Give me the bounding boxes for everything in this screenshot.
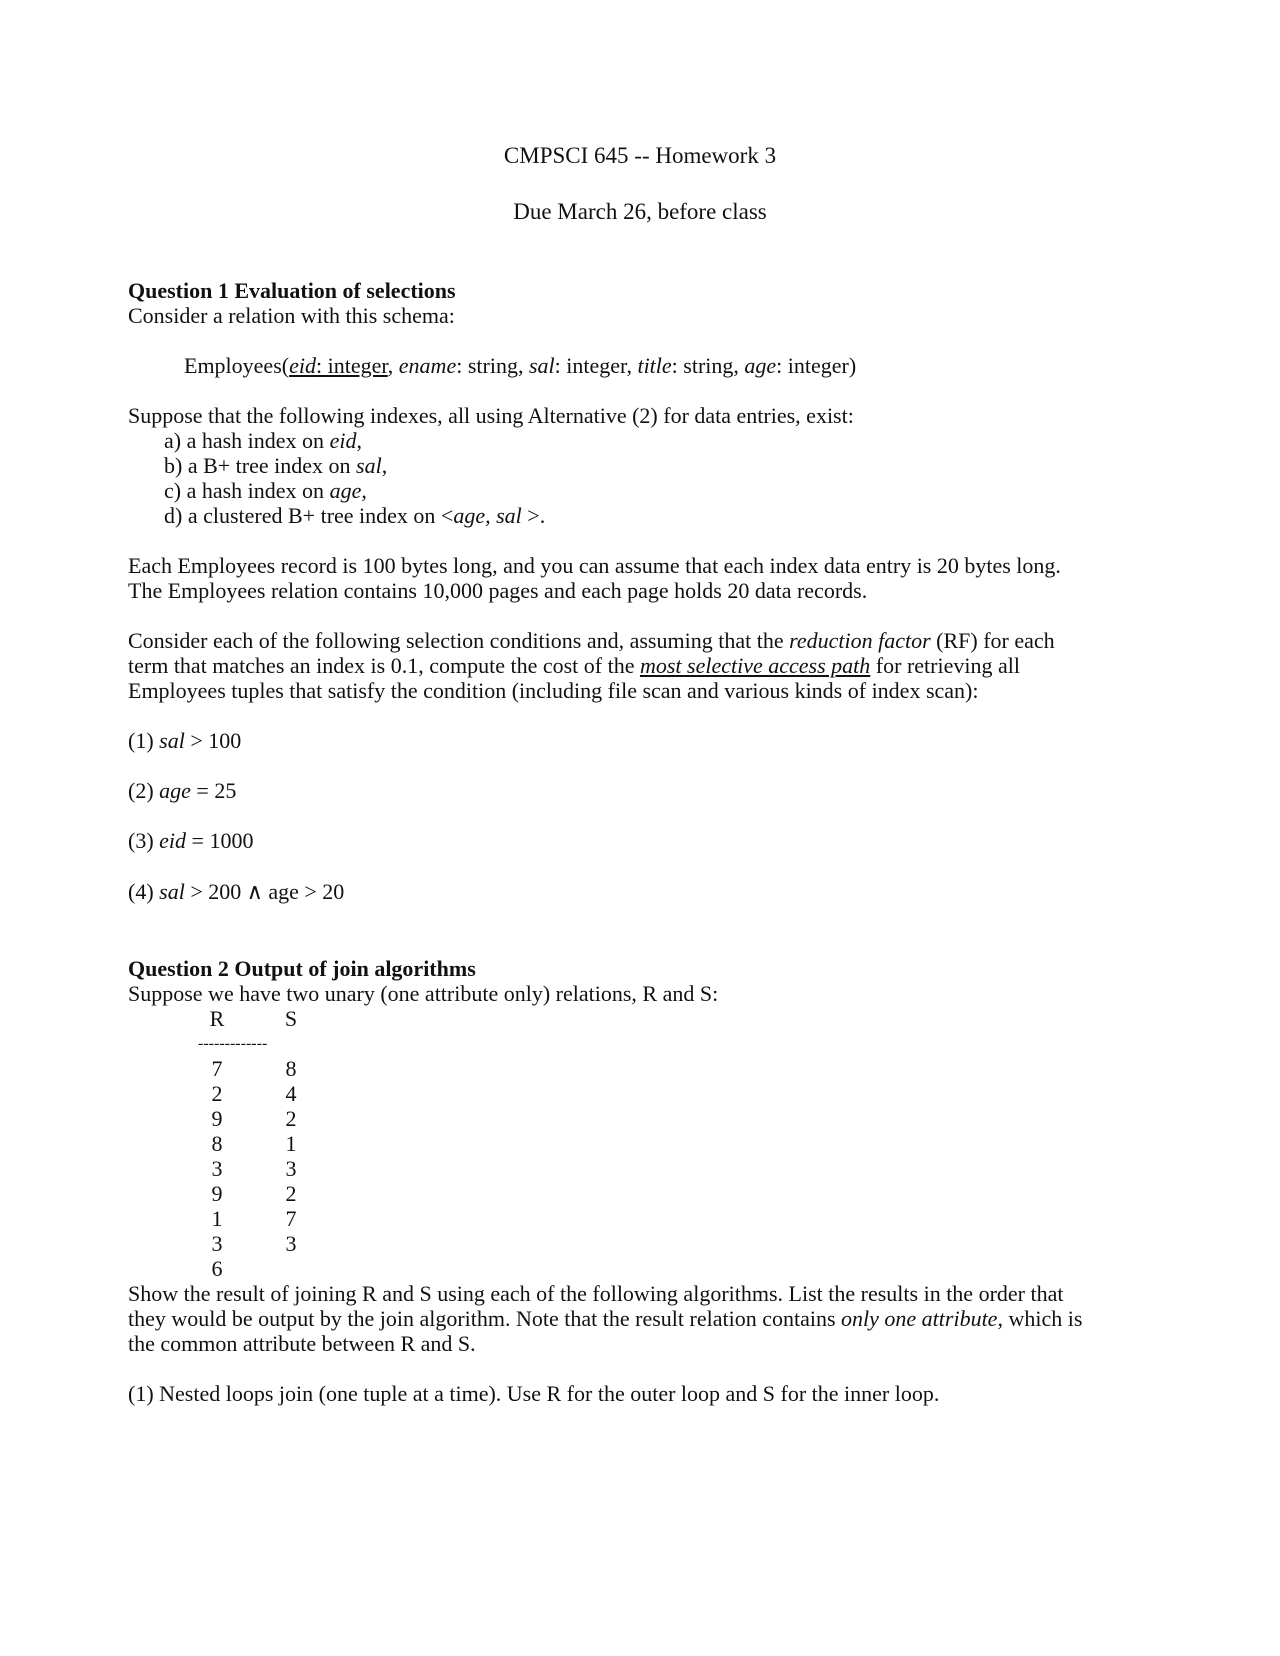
index-label: c) — [164, 478, 182, 503]
index-attr: age, sal — [453, 503, 522, 528]
join-para-line3: the common attribute between R and S. — [128, 1331, 476, 1356]
conditions-para-line1 — [128, 628, 1055, 655]
r-value: 9 — [211, 1181, 223, 1206]
index-attr: eid — [329, 428, 357, 453]
condition-rest: = 1000 — [186, 828, 254, 853]
join-item-1: (1) Nested loops join (one tuple at a time). Use R for the outer loop and S for the inner loop. — [128, 1381, 940, 1406]
schema-title-type: : string, — [671, 353, 745, 378]
text-run: Consider each of the following selection conditions and, assuming that the — [128, 628, 790, 653]
schema-title: title — [637, 353, 672, 378]
condition-num: (1) — [128, 728, 160, 753]
q1-heading: Question 1 Evaluation of selections — [128, 278, 456, 303]
r-value: 2 — [211, 1081, 223, 1106]
index-pre: a hash index on — [186, 428, 330, 453]
index-post: , — [381, 453, 388, 478]
record-size-line1: Each Employees record is 100 bytes long, and you can assume that each index data entry is 20 bytes long. — [128, 553, 1061, 578]
text-run: , which is — [997, 1306, 1083, 1331]
text-run: they would be output by the join algorithm. Note that the result relation contains — [128, 1306, 842, 1331]
condition-rest: > 100 — [184, 728, 242, 753]
condition-num: (4) — [128, 879, 160, 904]
schema-eid: eid — [289, 353, 316, 378]
access-path-term: most selective access path — [639, 653, 871, 678]
indexes-intro: Suppose that the following indexes, all using Alternative (2) for data entries, exist: — [128, 403, 854, 428]
q1-intro: Consider a relation with this schema: — [128, 303, 455, 328]
condition-item — [128, 728, 241, 755]
index-label: d) — [164, 503, 183, 528]
q2-heading: Question 2 Output of join algorithms — [128, 956, 476, 981]
one-attribute-term: only one attribute — [841, 1306, 998, 1331]
r-value: 1 — [211, 1206, 223, 1231]
r-value: 6 — [211, 1256, 223, 1281]
schema-age: age — [744, 353, 777, 378]
schema-sal-type: : integer, — [554, 353, 638, 378]
condition-attr: eid — [159, 828, 187, 853]
condition-attr: age — [159, 778, 191, 803]
text-run: for retrieving all — [870, 653, 1020, 678]
index-item — [164, 428, 362, 455]
s-value: 2 — [285, 1106, 297, 1131]
index-post: , — [356, 428, 362, 453]
table-rule: ------------- — [198, 1035, 268, 1052]
r-value: 7 — [211, 1056, 223, 1081]
index-post: >. — [521, 503, 546, 528]
s-value: 2 — [285, 1181, 297, 1206]
s-value: 7 — [285, 1206, 297, 1231]
condition-item — [128, 828, 253, 855]
index-item — [164, 453, 387, 480]
q2-intro: Suppose we have two unary (one attribute only) relations, R and S: — [128, 981, 719, 1006]
schema-ename-type: : string, — [456, 353, 529, 378]
index-label: b) — [164, 453, 183, 478]
conditions-para-line2 — [128, 653, 1020, 680]
schema-eid-type: : integer — [315, 353, 388, 378]
condition-rest: = 25 — [190, 778, 237, 803]
r-value: 8 — [211, 1131, 223, 1156]
join-para-line2 — [128, 1306, 1082, 1333]
schema-line — [184, 353, 856, 380]
s-value: 8 — [285, 1056, 297, 1081]
schema-sal: sal — [528, 353, 555, 378]
condition-num: (3) — [128, 828, 160, 853]
conditions-para-line3: Employees tuples that satisfy the condition (including file scan and various kinds of index scan): — [128, 678, 979, 703]
s-value: 1 — [285, 1131, 297, 1156]
index-attr: sal — [356, 453, 382, 478]
text-run: term that matches an index is 0.1, compute the cost of the — [128, 653, 640, 678]
r-value: 9 — [211, 1106, 223, 1131]
column-header-r: R — [209, 1006, 225, 1031]
index-attr: age — [329, 478, 362, 503]
index-pre: a clustered B+ tree index on < — [187, 503, 454, 528]
r-value: 3 — [211, 1231, 223, 1256]
condition-num: (2) — [128, 778, 160, 803]
s-value: 3 — [285, 1231, 297, 1256]
index-post: , — [361, 478, 367, 503]
schema-age-type: : integer) — [776, 353, 857, 378]
schema-key — [289, 353, 388, 378]
due-date: Due March 26, before class — [513, 199, 767, 224]
condition-item — [128, 778, 236, 805]
schema-rel: Employees( — [184, 353, 290, 378]
index-item — [164, 503, 545, 530]
record-size-line2: The Employees relation contains 10,000 pages and each page holds 20 data records. — [128, 578, 868, 603]
text-run: (RF) for each — [930, 628, 1055, 653]
r-value: 3 — [211, 1156, 223, 1181]
document-title: CMPSCI 645 -- Homework 3 — [503, 143, 777, 168]
condition-rest: > 200 ∧ age > 20 — [184, 879, 345, 904]
index-label: a) — [164, 428, 182, 453]
s-value: 3 — [285, 1156, 297, 1181]
condition-attr: sal — [159, 728, 185, 753]
condition-attr: sal — [159, 879, 185, 904]
schema-sep: , — [387, 353, 399, 378]
condition-item — [128, 879, 344, 906]
column-header-s: S — [284, 1006, 298, 1031]
reduction-factor-term: reduction factor — [789, 628, 931, 653]
schema-ename: ename — [398, 353, 457, 378]
index-item — [164, 478, 367, 505]
index-pre: a hash index on — [186, 478, 330, 503]
index-pre: a B+ tree index on — [187, 453, 357, 478]
s-value: 4 — [285, 1081, 297, 1106]
join-para-line1: Show the result of joining R and S using each of the following algorithms. List the results in the order that — [128, 1281, 1064, 1306]
